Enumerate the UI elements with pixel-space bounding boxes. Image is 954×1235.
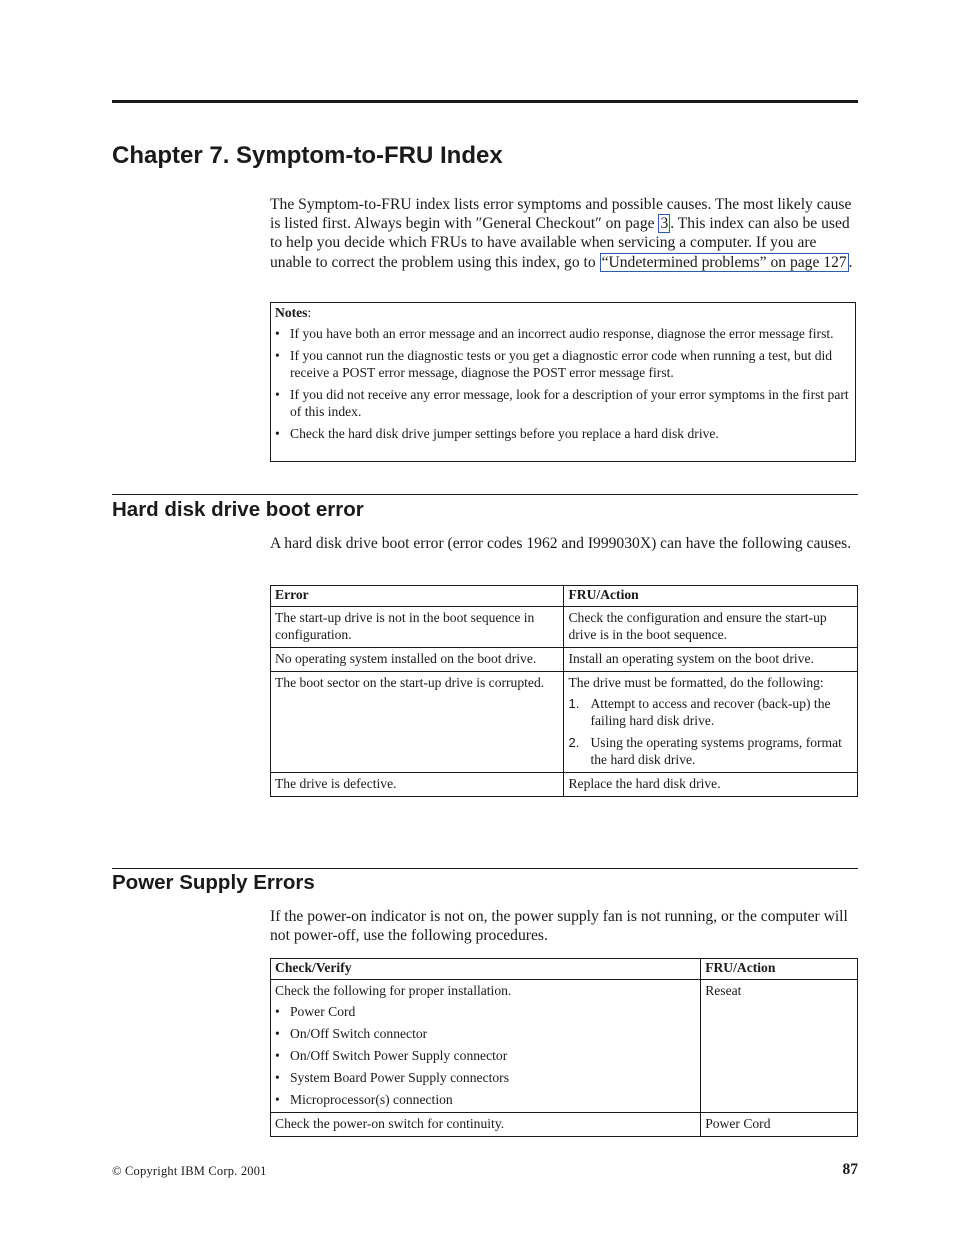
check-items xyxy=(275,1003,696,1108)
check-item: • System Board Power Supply connectors xyxy=(275,1069,696,1086)
table-row xyxy=(271,773,858,797)
table-header-row xyxy=(271,959,858,980)
general-checkout-page-link[interactable]: 3 xyxy=(660,215,669,233)
chapter-title: Chapter 7. Symptom-to-FRU Index xyxy=(112,142,503,169)
table-header-row xyxy=(271,586,858,607)
intro-text-1: The Symptom-to-FRU index lists error symptoms and possible causes. The most likely cause is listed first. Always begin with ″General Checkout″ on page xyxy=(270,196,852,233)
check-item: • On/Off Switch connector xyxy=(275,1025,696,1042)
column-header-fru-action: FRU/Action xyxy=(701,959,858,980)
copyright-notice: © Copyright IBM Corp. 2001 xyxy=(112,1164,267,1178)
note-item: • Check the hard disk drive jumper settings before you replace a hard disk drive. xyxy=(275,425,849,442)
action-cell: Power Cord xyxy=(701,1113,858,1137)
notes-list xyxy=(275,325,849,442)
action-cell: Install an operating system on the boot drive. xyxy=(564,648,858,672)
check-text: Check the following for proper installation. xyxy=(275,983,512,998)
note-item: • If you have both an error message and an incorrect audio response, diagnose the error message first. xyxy=(275,325,849,342)
error-cell: The drive is defective. xyxy=(271,773,564,797)
step-number: 2. xyxy=(568,735,580,750)
action-text: The drive must be formatted, do the following: xyxy=(568,675,824,690)
table-row xyxy=(271,672,858,773)
action-cell: Reseat xyxy=(701,980,858,1113)
step-number: 1. xyxy=(568,696,580,711)
hdd-error-table xyxy=(270,585,858,797)
action-cell: Replace the hard disk drive. xyxy=(564,773,858,797)
intro-text-2: . This index can also be used to help you decide which FRUs to have available when servicing a computer. If you are unable to correct the problem using this index, go to xyxy=(270,215,850,271)
step-item xyxy=(568,695,853,729)
chapter-top-rule xyxy=(112,100,858,103)
column-header-check-verify: Check/Verify xyxy=(271,959,701,980)
section-rule xyxy=(112,494,858,495)
step-text: Attempt to access and recover (back-up) the failing hard disk drive. xyxy=(590,696,831,728)
notes-heading: Notes: xyxy=(275,305,312,320)
notes-box xyxy=(270,302,856,462)
table-row xyxy=(271,607,858,648)
column-header-fru-action: FRU/Action xyxy=(564,586,858,607)
note-item: • If you did not receive any error message, look for a description of your error symptoms in the first part of this index. xyxy=(275,386,849,420)
error-cell: No operating system installed on the boot drive. xyxy=(271,648,564,672)
check-item: • Power Cord xyxy=(275,1003,696,1020)
undetermined-problems-link[interactable]: “Undetermined problems” on page 127 xyxy=(601,253,847,271)
intro-text-3: . xyxy=(848,253,853,271)
note-item: • If you cannot run the diagnostic tests or you get a diagnostic error code when running a test, but did receive a POST error message, diagnose the POST error message first. xyxy=(275,347,849,381)
table-row xyxy=(271,648,858,672)
table-row xyxy=(271,1113,858,1137)
page-number: 87 xyxy=(842,1161,858,1178)
table-row xyxy=(271,980,858,1113)
action-cell: Check the configuration and ensure the start-up drive is in the boot sequence. xyxy=(564,607,858,648)
check-cell xyxy=(271,980,701,1113)
hdd-section-title: Hard disk drive boot error xyxy=(112,498,364,521)
check-item: • Microprocessor(s) connection xyxy=(275,1091,696,1108)
check-cell: Check the power-on switch for continuity. xyxy=(271,1113,701,1137)
chapter-intro xyxy=(270,195,860,272)
check-item: • On/Off Switch Power Supply connector xyxy=(275,1047,696,1064)
error-cell: The start-up drive is not in the boot sequence in configuration. xyxy=(271,607,564,648)
step-item xyxy=(568,734,853,768)
hdd-section-intro: A hard disk drive boot error (error codes 1962 and I999030X) can have the following causes. xyxy=(270,535,852,552)
section-rule xyxy=(112,868,858,869)
power-section-title: Power Supply Errors xyxy=(112,871,315,894)
step-text: Using the operating systems programs, format the hard disk drive. xyxy=(590,735,842,767)
column-header-error: Error xyxy=(271,586,564,607)
power-supply-table xyxy=(270,958,858,1137)
power-section-intro: If the power-on indicator is not on, the power supply fan is not running, or the computer will not power-off, use the following procedures. xyxy=(270,908,848,945)
error-cell: The boot sector on the start-up drive is corrupted. xyxy=(271,672,564,773)
action-cell xyxy=(564,672,858,773)
action-steps xyxy=(568,695,853,768)
